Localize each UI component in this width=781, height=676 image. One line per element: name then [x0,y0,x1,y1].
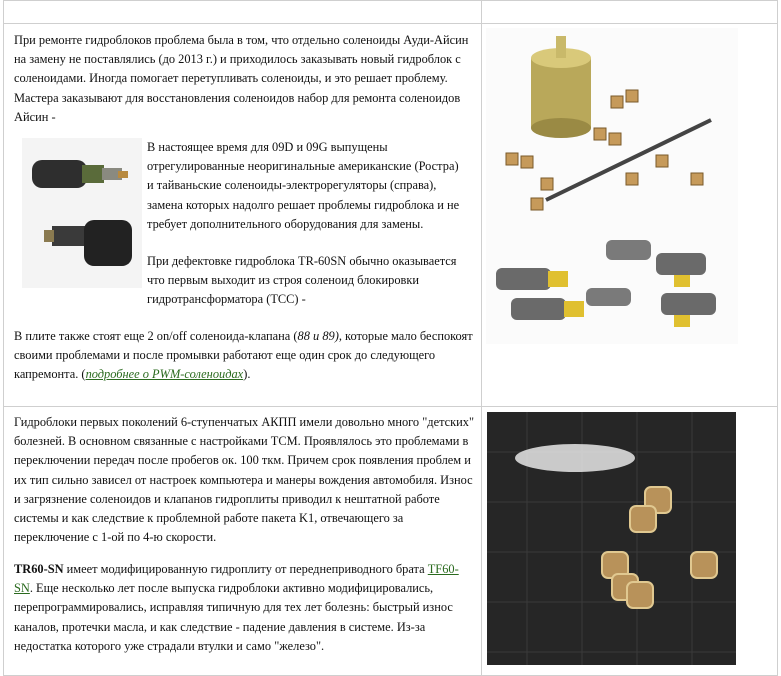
onoff-text-italic: 88 и 89) [297,329,339,343]
solenoid-kit-photo [486,28,738,344]
onoff-text-2: , которые мало беспокоят своими проблемами и после промывки работают еще один срок до следующего капремонта. ( [14,329,473,382]
top-empty-cell-right [481,0,778,24]
tf60sn-link[interactable]: TF60-SN [14,562,459,596]
tr60sn-label: TR60-SN [14,562,64,576]
tr60sn-text-2: . Еще несколько лет после выпуска гидроблоки активно модифицировались, перепрограммировались, исправляя типичную для тех лет болезнь: быстрый износ каналов, протечки масла, и как следствие - падение давления в системе. Из-за недостатка которого уже страдали втулки и само "железо". [14,581,453,653]
top-empty-cell-left [3,0,482,24]
bushings-photo [487,412,736,665]
onoff-paragraph [14,327,476,385]
tr60sn-paragraph [14,560,476,656]
solenoid-photo [22,138,142,288]
defect-paragraph: При дефектовке гидроблока TR-60SN обычно оказывается что первым выходит из строя соленоид блокировки гидротрансформатора (TCC) - [147,254,457,307]
early-generations-paragraph: Гидроблоки первых поколений 6-ступенчатых АКПП имели довольно много "детских" болезней. В основном связанные с настройками TCM. Проявлялось это проблемами в переключении передач после пробегов ок. 100 ткм. Причем срок появления проблем и их тип сильно зависел от настроек компьютера и манеры вождения автомобиля. Износ и загрязнение соленоидов и клапанов гидроплиты приводил к нештатной работе системы и как следствие к проблемной работе пакета K1, отвечающего за переключение с 1-ой по 4-ю скорости. [14,415,475,545]
onoff-text-end: ). [243,367,251,382]
onoff-text-1: В плите также стоят еще 2 on/off соленоида-клапана ( [14,329,298,343]
intro-paragraph: При ремонте гидроблоков проблема была в том, что отдельно соленоиды Ауди-Айсин на замену не поставлялись (до 2013 г.) и приходилось заказывать новый гидроблок с соленоидами. Иногда помогает перетупливать соленоиды, и это решает проблему. Мастера заказывают для восстановления соленоидов набор для ремонта соленоидов Айсин - [14,33,469,124]
tr60sn-text-1: имеет модифицированную гидроплиту от переднеприводного брата [63,562,428,576]
replacement-paragraph: В настоящее время для 09D и 09G выпущены отрегулированные неоригинальные американские (Ростра) и тайваньские соленоиды-электрорегуляторы (справа), замена которых надолго решает проблемы гидроблока и не требует дополнительного оборудования для замены. [147,140,460,231]
pwm-solenoids-link[interactable]: подробнее о PWM-соленоидах [85,367,244,382]
